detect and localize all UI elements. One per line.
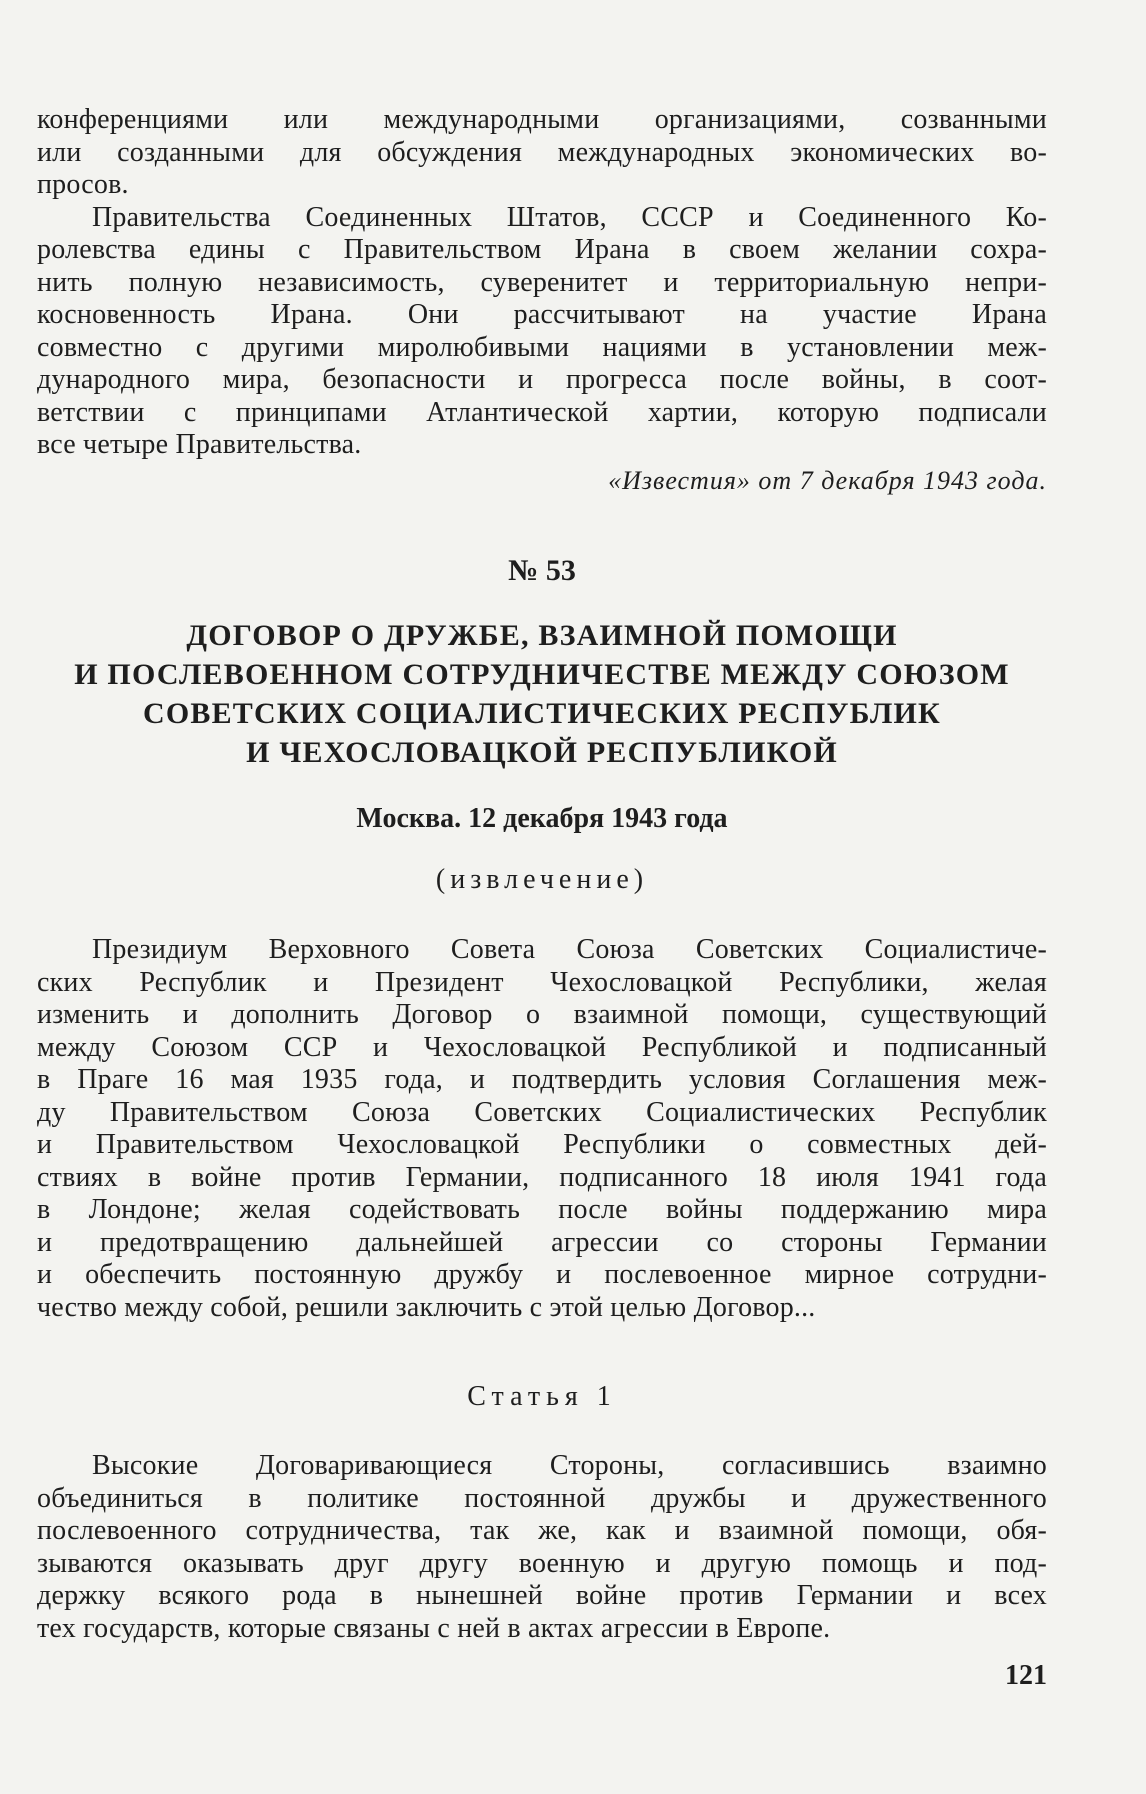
text-line: ствиях в войне против Германии, подписанного 18 июля 1941 года: [37, 1161, 1047, 1193]
text-line: в Праге 16 мая 1935 года, и подтвердить условия Соглашения меж-: [37, 1064, 1047, 1095]
text-line: в Лондоне; желая содействовать после войны поддержанию мира: [37, 1194, 1047, 1225]
text-line: и обеспечить постоянную дружбу и послевоенное мирное сотрудни-: [37, 1259, 1047, 1290]
text-line: и Правительством Чехословацкой Республики о совместных дей-: [37, 1129, 1047, 1160]
article-paragraph: [37, 1450, 1047, 1645]
text-line: нить полную независимость, суверенитет и территориальную непри-: [37, 266, 1047, 298]
text-line: Правительства Соединенных Штатов, СССР и Соединенного Ко-: [92, 201, 1047, 233]
text-line: ролевства едины с Правительством Ирана в своем желании сохра-: [37, 234, 1047, 265]
document-number: № 53: [508, 554, 576, 587]
text-line: объединиться в политике постоянной дружбы и дружественного: [37, 1482, 1047, 1514]
intro-text: [37, 104, 1047, 462]
text-line: все четыре Правительства.: [37, 429, 362, 460]
document-title: [37, 616, 1047, 772]
text-line: чество между собой, решили заключить с этой целью Договор...: [37, 1291, 816, 1323]
text-line: и предотвращению дальнейшей агрессии со стороны Германии: [37, 1226, 1047, 1258]
text-line: ветствии с принципами Атлантической хартии, которую подписали: [37, 396, 1047, 428]
text-line: изменить и дополнить Договор о взаимной помощи, существующий: [37, 999, 1047, 1030]
place-date: Москва. 12 декабря 1943 года: [356, 803, 728, 834]
text-line: Высокие Договаривающиеся Стороны, согласившись взаимно: [92, 1450, 1047, 1481]
title-line: И ЧЕХОСЛОВАЦКОЙ РЕСПУБЛИКОЙ: [246, 736, 838, 769]
text-line: послевоенного сотрудничества, так же, как и взаимной помощи, обя-: [37, 1515, 1047, 1546]
title-line: И ПОСЛЕВОЕННОМ СОТРУДНИЧЕСТВЕ МЕЖДУ СОЮЗОМ: [74, 658, 1010, 691]
text-line: просов.: [37, 169, 129, 200]
title-line: ДОГОВОР О ДРУЖБЕ, ВЗАИМНОЙ ПОМОЩИ: [186, 619, 898, 652]
text-line: косновенность Ирана. Они рассчитывают на участие Ирана: [37, 299, 1047, 330]
text-line: совместно с другими миролюбивыми нациями в установлении меж-: [37, 331, 1047, 363]
text-line: конференциями или международными организациями, созванными: [37, 104, 1047, 135]
text-line: дународного мира, безопасности и прогресса после войны, в соот-: [37, 364, 1047, 395]
title-line: СОВЕТСКИХ СОЦИАЛИСТИЧЕСКИХ РЕСПУБЛИК: [142, 697, 941, 730]
text-line: зываются оказывать друг другу военную и другую помощь и под-: [37, 1547, 1047, 1579]
text-line: ских Республик и Президент Чехословацкой Республики, желая: [37, 966, 1047, 998]
text-line: ду Правительством Союза Советских Социалистических Республик: [37, 1096, 1047, 1128]
preamble-paragraph: [37, 934, 1047, 1324]
text-line: или созданными для обсуждения международных экономических во-: [37, 136, 1047, 168]
source-citation: «Известия» от 7 декабря 1943 года.: [608, 466, 1047, 495]
article-heading: Статья 1: [467, 1381, 617, 1412]
page-number: 121: [1005, 1660, 1047, 1691]
text-line: между Союзом ССР и Чехословацкой Республикой и подписанный: [37, 1031, 1047, 1063]
extract-label: (извлечение): [435, 864, 649, 895]
text-line: тех государств, которые связаны с ней в актах агрессии в Европе.: [37, 1612, 831, 1644]
text-line: Президиум Верховного Совета Союза Советских Социалистиче-: [92, 934, 1047, 965]
text-line: держку всякого рода в нынешней войне против Германии и всех: [37, 1580, 1047, 1611]
